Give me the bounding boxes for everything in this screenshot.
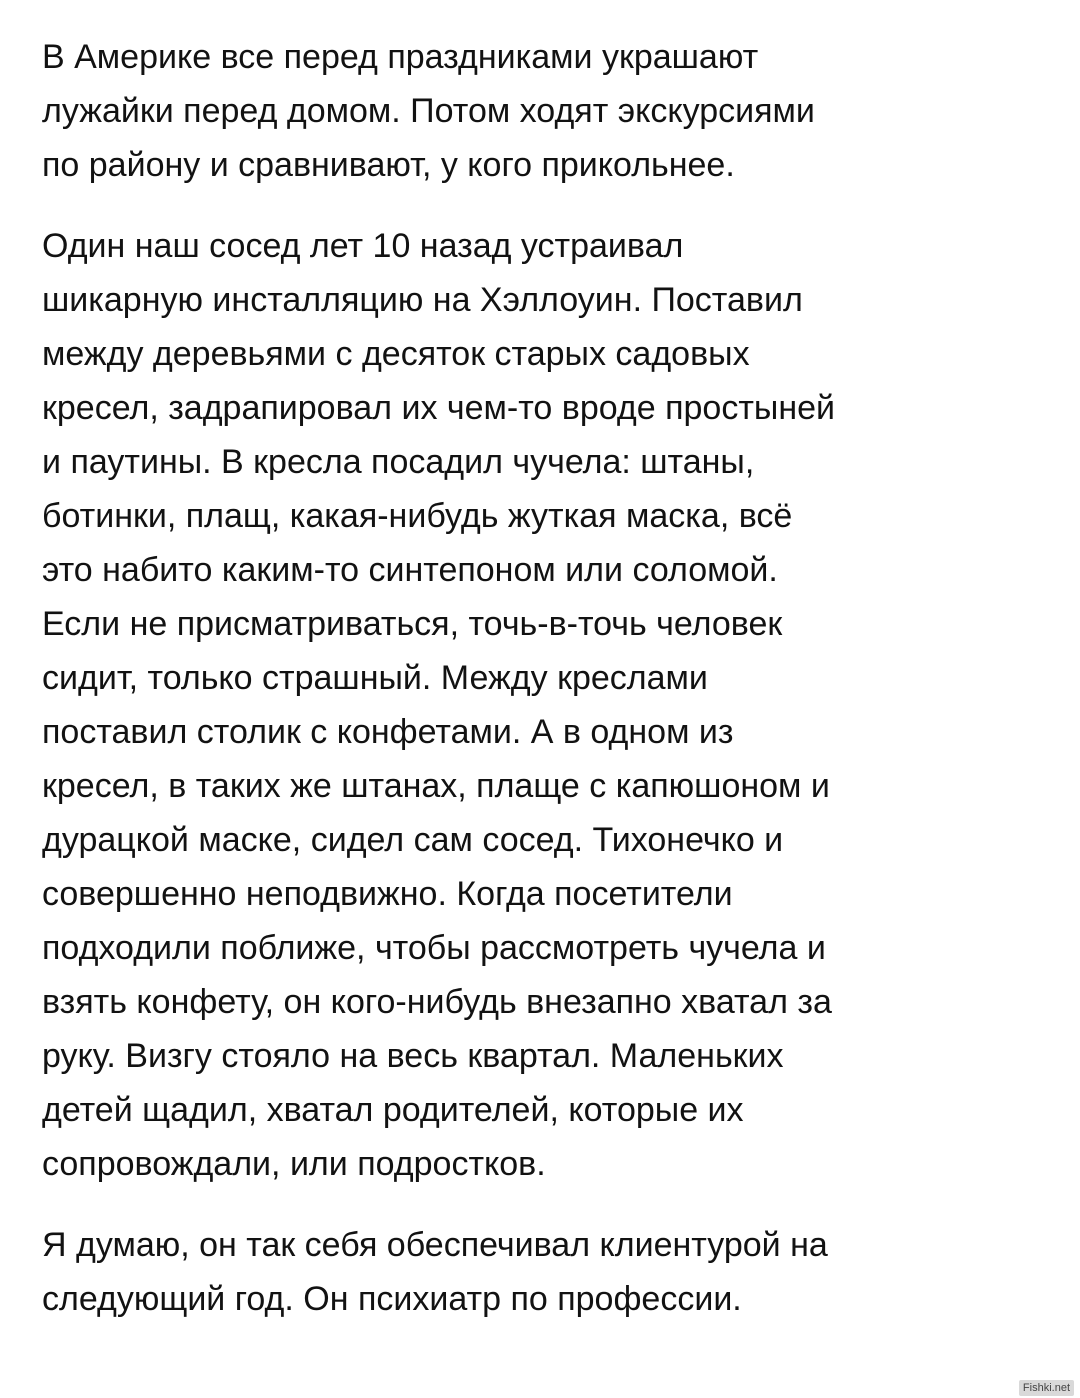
text-line: подходили поближе, чтобы рассмотреть чучела и	[42, 929, 826, 967]
text-line: по району и сравнивают, у кого прикольнее.	[42, 146, 735, 184]
text-line: сопровождали, или подростков.	[42, 1145, 546, 1183]
text-line: лужайки перед домом. Потом ходят экскурсиями	[42, 92, 815, 130]
text-line: Если не присматриваться, точь-в-точь человек	[42, 605, 783, 643]
text-line: совершенно неподвижно. Когда посетители	[42, 875, 733, 913]
paragraph-story	[42, 219, 1052, 1191]
text-line: дурацкой маске, сидел сам сосед. Тихонечко и	[42, 821, 784, 859]
text-line: взять конфету, он кого-нибудь внезапно хватал за	[42, 983, 832, 1021]
watermark: Fishki.net	[1019, 1380, 1074, 1396]
text-line: между деревьями с десяток старых садовых	[42, 335, 750, 373]
paragraph-intro	[42, 30, 1052, 192]
text-line: шикарную инсталляцию на Хэллоуин. Поставил	[42, 281, 803, 319]
text-line: следующий год. Он психиатр по профессии.	[42, 1280, 742, 1318]
text-line: детей щадил, хватал родителей, которые их	[42, 1091, 744, 1129]
text-line: Я думаю, он так себя обеспечивал клиентурой на	[42, 1226, 828, 1264]
text-line: сидит, только страшный. Между креслами	[42, 659, 708, 697]
paragraph-conclusion	[42, 1218, 1052, 1326]
text-line: и паутины. В кресла посадил чучела: штаны,	[42, 443, 755, 481]
text-line: кресел, в таких же штанах, плаще с капюшоном и	[42, 767, 830, 805]
text-line: кресел, задрапировал их чем-то вроде простыней	[42, 389, 836, 427]
text-line: поставил столик с конфетами. А в одном из	[42, 713, 734, 751]
text-line: ботинки, плащ, какая-нибудь жуткая маска, всё	[42, 497, 793, 535]
text-line: В Америке все перед праздниками украшают	[42, 38, 759, 76]
text-line: руку. Визгу стояло на весь квартал. Маленьких	[42, 1037, 784, 1075]
article-text	[42, 30, 1052, 1326]
text-line: это набито каким-то синтепоном или соломой.	[42, 551, 778, 589]
text-line: Один наш сосед лет 10 назад устраивал	[42, 227, 684, 265]
